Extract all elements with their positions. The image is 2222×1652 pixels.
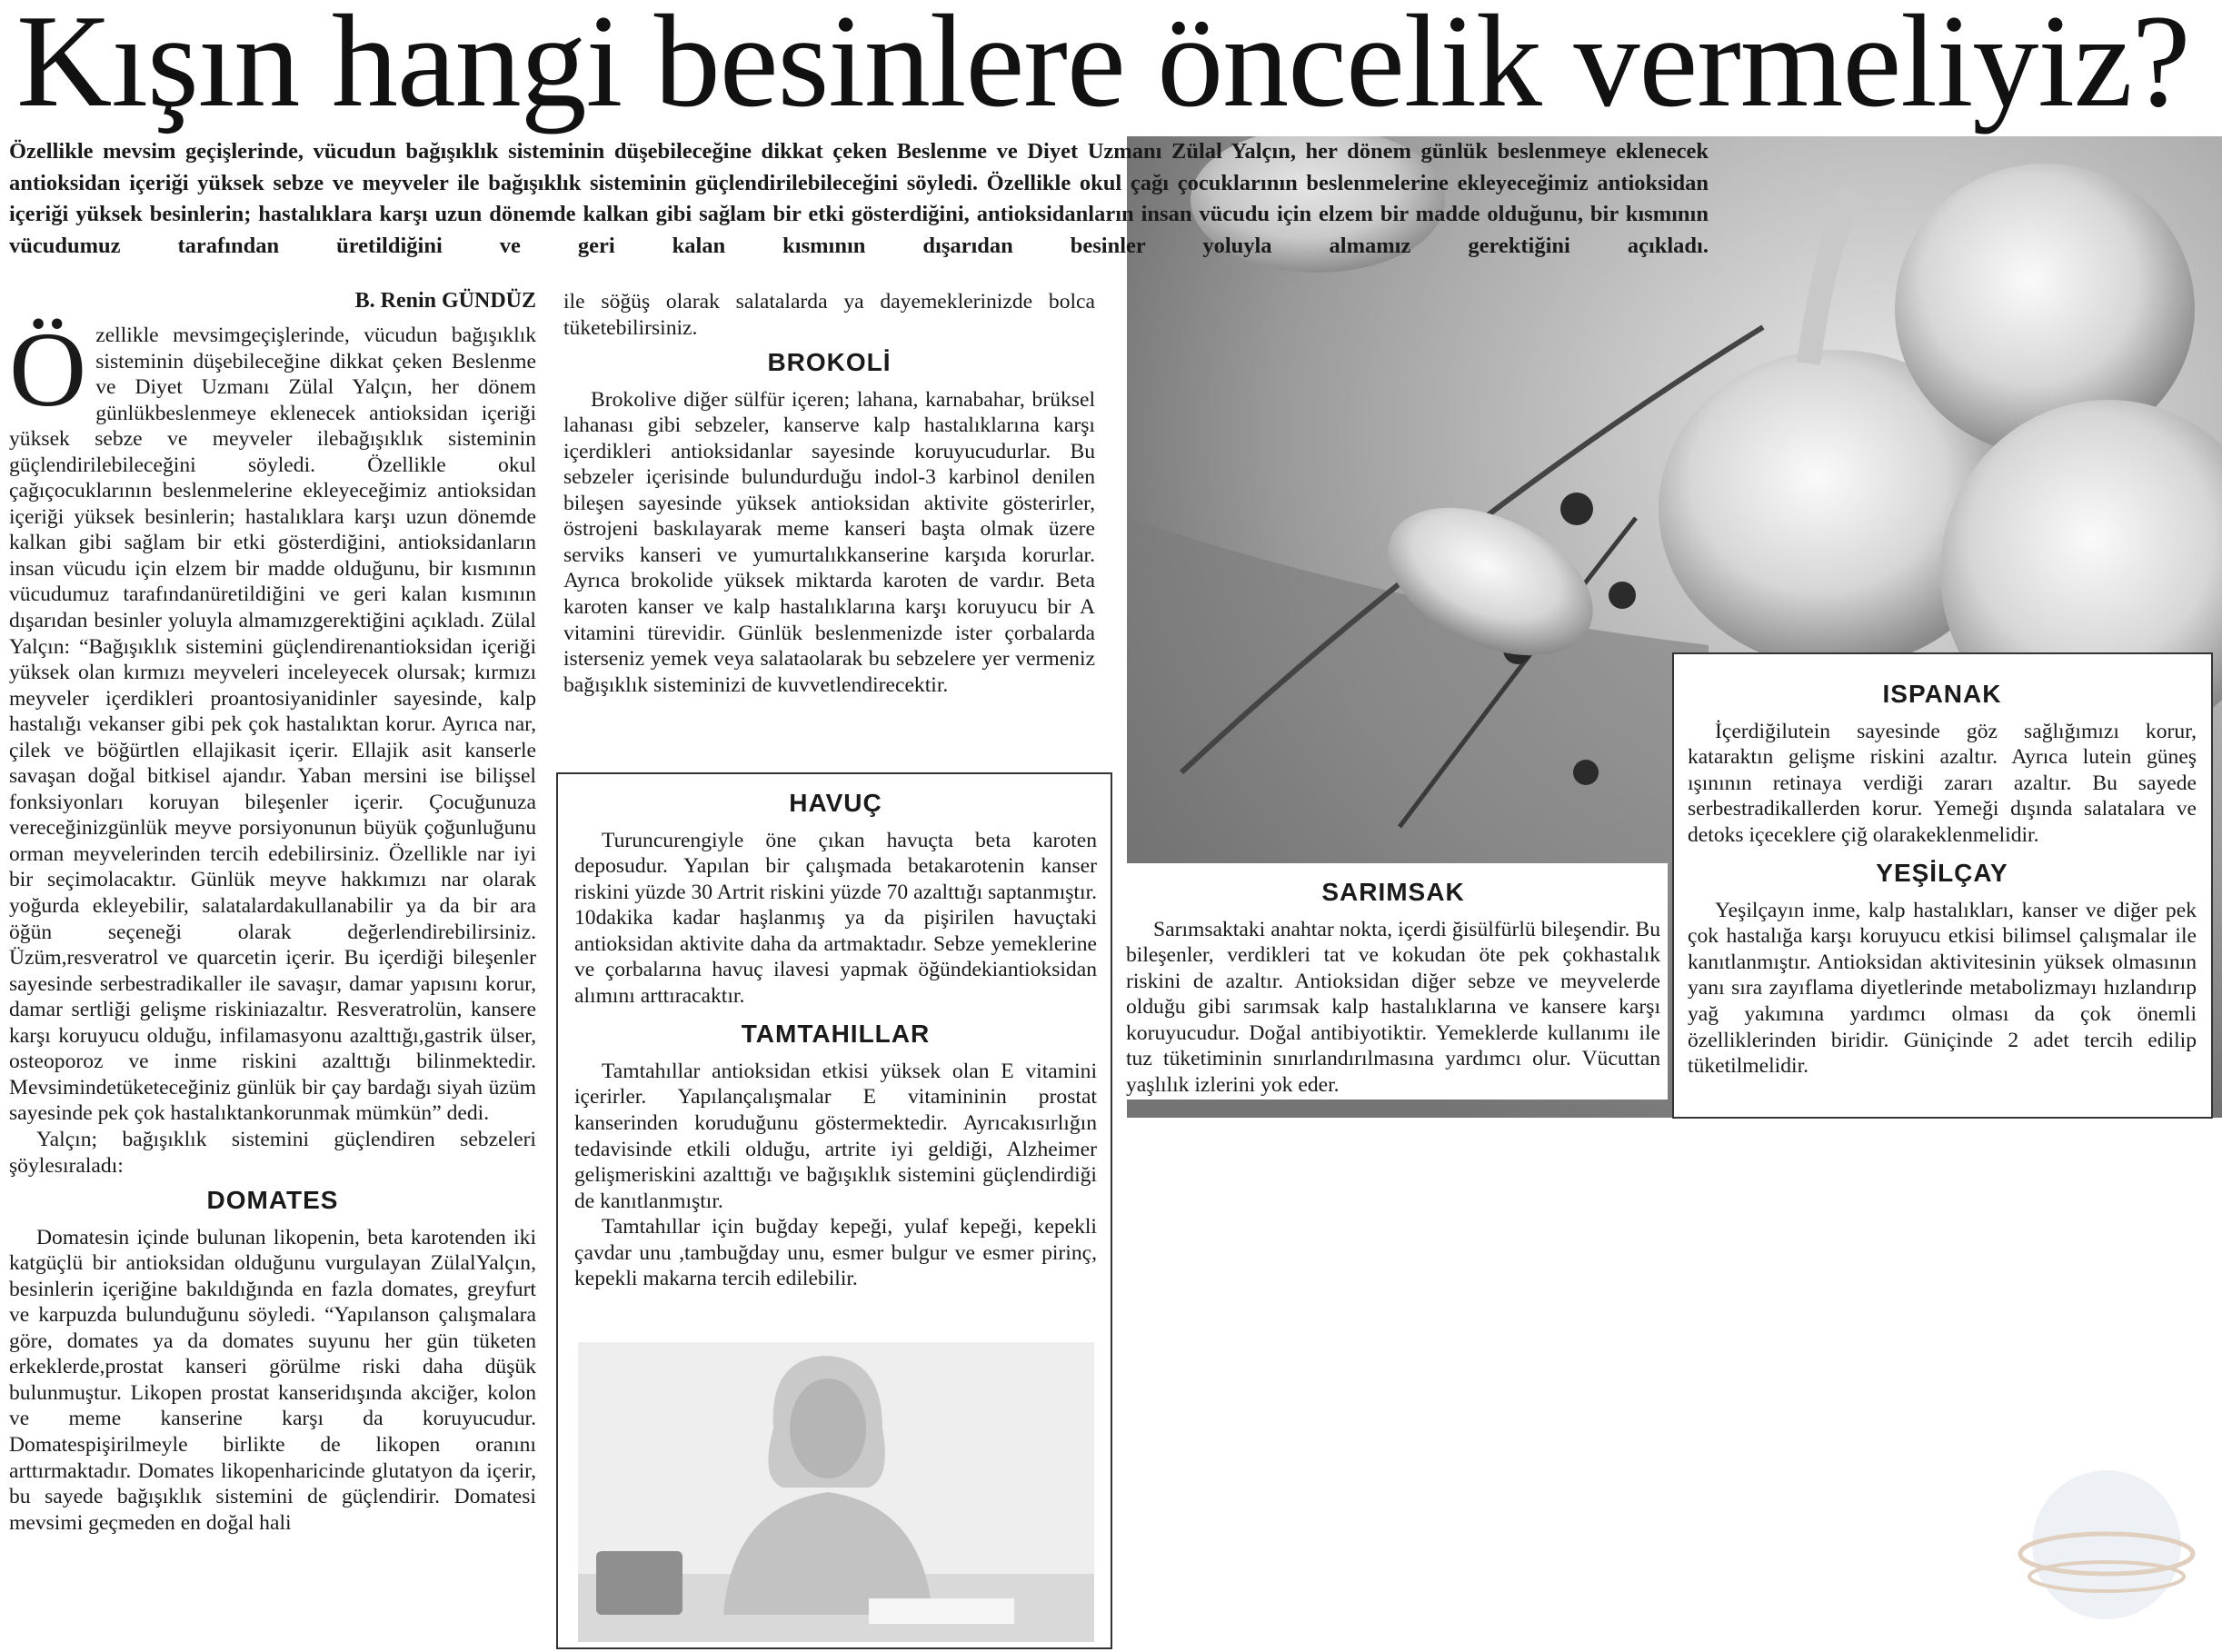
drop-cap: Ö xyxy=(9,310,87,429)
tamtahillar-heading: TAMTAHILLAR xyxy=(741,1020,931,1049)
ispanak-text: İçerdiğilutein sayesinde göz sağlığımızı korur, kataraktın gelişme riskini azaltır. Ayrıca lutein güneş ışınının retinaya verdiği zararı azaltır. Bu sayede serbestradikallerden korur. Yemeği dışında salatalara ve detoks içeceklere çiğ olarakeklenmelidir. xyxy=(1688,719,2197,847)
domates-continued: ile söğüş olarak salatalarda ya dayemeklerinizde bolca tüketebilirsiniz. xyxy=(563,290,1095,340)
havuc-box xyxy=(556,772,1112,1649)
brokoli-heading: BROKOLİ xyxy=(767,348,892,377)
ispanak-heading: ISPANAK xyxy=(1882,680,2002,708)
list-intro: Yalçın; bağışıklık sistemini güçlendiren sebzeleri şöylesıraladı: xyxy=(9,1127,536,1178)
tamtahillar-text-1: Tamtahıllar antioksidan etkisi yüksek olan E vitamini içerirler. Yapılançalışmalar E vitamininin prostat kanserinden koruduğunu göstermektedir. Ayrıcakısırlığın tedavisinde etkili olduğu, artrite iyi geldiği, Alzheimer gelişmeriskini azalttığı ve bağışıklık sistemini güçlendirdiği de kanıtlanmıştır. xyxy=(574,1059,1097,1213)
sarimsak-box xyxy=(1122,863,1668,1100)
yesilcay-text: Yeşilçayın inme, kalp hastalıkları, kanser ve diğer pek çok hastalığa karşı koruyucu etkisi bilimsel çalışmalar ile kanıtlanmıştır. Antioksidan aktivitesinin yüksek olmasının yanı sıra zayıflama diyetlerinde metabolizmayı hızlandırıp yağ yakımına yardımcı olması da çok önemli özelliklerinden biridir. Güniçinde 2 adet tercih edilip tüketilmelidir. xyxy=(1688,898,2197,1079)
havuc-heading: HAVUÇ xyxy=(789,789,882,817)
sarimsak-heading: SARIMSAK xyxy=(1321,878,1465,906)
globe-logo-watermark xyxy=(2016,1454,2197,1636)
havuc-text: Turuncurengiyle öne çıkan havuçta beta karoten deposudur. Yapılan bir çalışmada betakarotenin kanser riskini yüzde 30 Artrit riskini yüzde 70 azalttığı saptanmıştır. 10dakika kadar haşlanmış ya da pişirilen havuçtaki antioksidan aktivite daha da artmaktadır. Sebze yemeklerine ve çorbalarına havuç ilavesi yapmak öğündekiantioksidan alımını arttıracaktır. xyxy=(574,828,1097,1008)
byline: B. Renin GÜNDÜZ xyxy=(354,289,536,313)
portrait-photo xyxy=(578,1342,1094,1642)
intro-text: zellikle mevsimgeçişlerinde, vücudun bağışıklık sisteminin düşebileceğine dikkat çeken Beslenme ve Diyet Uzmanı Zülal Yalçın, her dönem günlükbeslenmeye eklenecek antioksidan içeriği yüksek sebze ve meyveler ilebağışıklık sisteminin güçlendirilebileceğini söyledi. Özellikle okul çağıçocuklarının beslenmelerine ekleyeceğimiz antioksidan içeriği yüksek besinlerin; hastalıklara karşı uzun dönemde kalkan gibi sağlam bir etki gösterdiğini, antioksidanların insan vücudu için elzem bir madde olduğunu, bir kısmının vücudumuz tarafındanüretildiğini ve geri kalan kısmının dışarıdan besinler yoluyla almamızgerektiğini açıkladı. Zülal Yalçın: “Bağışıklık sistemini güçlendirenantioksidan içeriği yüksek olan kırmızı meyveleri inceleyecek olursak; kırmızı meyveler içerdikleri proantosiyanidinler sayesinde, kalp hastalığı vekanser gibi pek çok hastalıktan korur. Ayrıca nar, çilek ve böğürtlen ellajikasit içerir. Ellajik asit kanserle savaşan doğal bitkisel ajandır. Yaban mersini ise bilişsel fonksiyonları koruyan bileşenler içerir. Çocuğunuza vereceğinizgünlük meyve porsiyonunun büyük çoğunluğunu orman meyvelerinden tercih edebilirsiniz. Özellikle nar iyi bir seçimolacaktır. Günlük meyve hakkımızı nar olarak yoğurda ekleyebilir, salatalardakullanabilir ya da bir ara öğün seçeneği olarak değerlendirebilirsiniz. Üzüm,resveratrol ve quarcetin içerir. Bu içerdiği bileşenler sayesinde serbestradikaller ile savaşır, damar yapısını korur, damar sertliği gelişme riskiniazaltır. Resveratrolün, kansere karşı koruyucu olduğu, infilamasyonu azalttığı,gastrik ülser, osteoporoz ve inme riskini azalttığı bilinmektedir. Mevsimindetüketeceğiniz günlük bir çay bardağı siyah üzüm sayesinde pek çok hastalıktankorunmak mümkün” dedi. xyxy=(9,323,536,1126)
ispanak-box xyxy=(1672,652,2213,1119)
domates-text: Domatesin içinde bulunan likopenin, beta karotenden iki katgüçlü bir antioksidan olduğunu vurgulayan ZülalYalçın, besinlerin içeriğine bakıldığında en fazla domates, greyfurt ve karpuzda bulunduğunu söyledi. “Yapılanson çalışmalara göre, domates ya da domates suyunu her gün tüketen erkeklerde,prostat kanseri görülme riski daha düşük bulunmuştur. Likopen prostat kanseridışında akciğer, kolon ve meme kanserine karşı da koruyucudur. Domatespişirilmeyle birlikte de likopen oranını arttırmaktadır. Domates likopenharicinde glutatyon da içerir, bu sayede bağışıklık sistemini de güçlendirir. Domatesi mevsimi geçmeden en doğal hali xyxy=(9,1225,536,1535)
brokoli-text: Brokolive diğer sülfür içeren; lahana, karnabahar, brüksel lahanası gibi sebzeler, kanserve kalp hastalıklarına karşı içerdikleri antioksidanlar sayesinde koruyucudurlar. Bu sebzeler içerisinde bulundurduğu indol-3 karbinol denilen bileşen sayesinde yüksek antioksidan aktivite gösterirler, östrojeni baskılayarak meme kanseri başta olmak üzere serviks kanseri ve yumurtalıkkanserine karşıda korurlar. Ayrıca brokolide yüksek miktarda karoten de vardır. Beta karoten kanser ve kalp hastalıklarına karşı koruyucu bir A vitamini türevidir. Günlük beslenmenizde ister çorbalarda isterseniz yemek veya salataolarak bu sebzelere yer vermeniz bağışıklık sisteminizi de kuvvetlendirecektir. xyxy=(563,387,1095,697)
tamtahillar-text-2: Tamtahıllar için buğday kepeği, yulaf kepeği, kepekli çavdar unu ,tambuğday unu, esmer bulgur ve esmer pirinç, kepekli makarna tercih edilebilir. xyxy=(574,1215,1097,1291)
lede: Özellikle mevsim geçişlerinde, vücudun bağışıklık sisteminin düşebileceğine dikkat çeken Beslenme ve Diyet Uzmanı Zülal Yalçın, her dönem günlük beslenmeye eklenecek antioksidan içeriği yüksek sebze ve meyveler ile bağışıklık sisteminin güçlendirilebileceğini söyledi. Özellikle okul çağı çocuklarının beslenmelerine ekleyeceğimiz antioksidan içeriği yüksek besinlerin; hastalıklara karşı uzun dönemde kalkan gibi sağlam bir etki gösterdiğini, antioksidanların insan vücudu için elzem bir madde olduğunu, bir kısmının vücudumuz tarafından üretildiğini ve geri kalan kısmının dışarıdan besinler yoluyla almamız gerektiğini açıkladı. xyxy=(9,139,1709,258)
sarimsak-text: Sarımsaktaki anahtar nokta, içerdi ğisülfürlü bileşendir. Bu bileşenler, verdikleri tat ve kokudan öte pek çokhastalık riskini de azaltır. Antioksidan diğer sebze ve meyvelerde olduğu gibi sarımsak kalp hastalıklarına ve kansere karşı koruyucudur. Doğal antibiyotiktir. Yemeklerde kullanımı ile tuz tüketiminin sınırlandırılmasına yardımcı olur. Vücuttan yaşlılık izlerini yok eder. xyxy=(1126,917,1660,1097)
yesilcay-heading: YEŞİLÇAY xyxy=(1876,859,2008,888)
intro-paragraph xyxy=(9,310,536,1127)
headline: Kışın hangi besinlere öncelik vermeliyiz? xyxy=(16,0,2190,134)
column-2 xyxy=(563,289,1095,698)
domates-heading: DOMATES xyxy=(206,1186,339,1215)
column-1 xyxy=(9,310,536,1536)
